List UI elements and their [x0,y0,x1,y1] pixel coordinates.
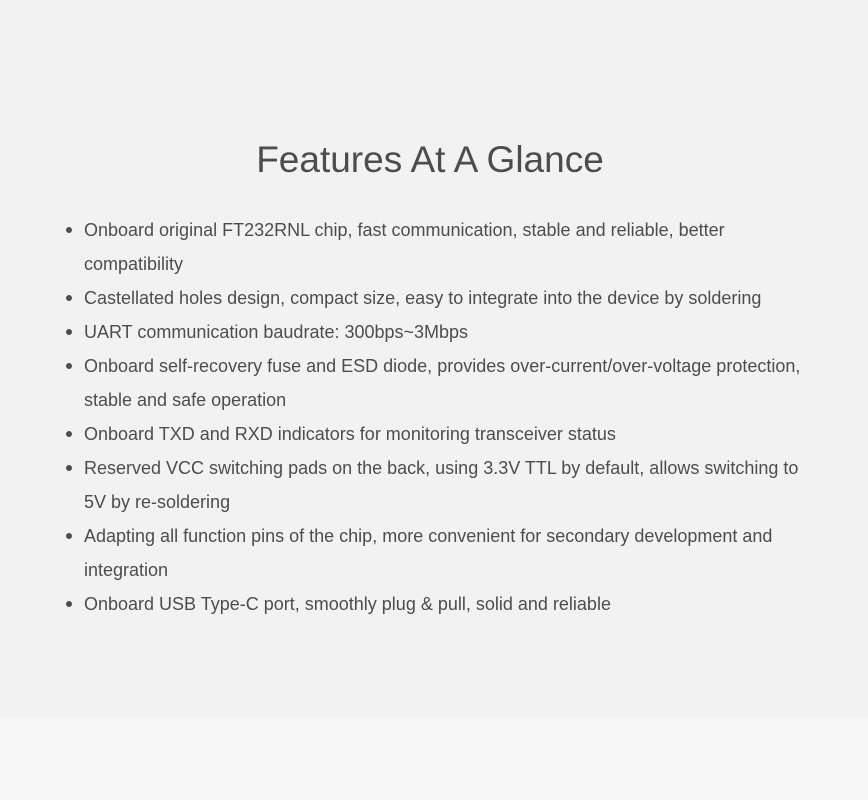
feature-text: UART communication baudrate: 300bps~3Mbps [84,322,469,342]
bullet-icon [66,431,72,437]
feature-item [84,417,824,451]
feature-item [84,587,824,621]
feature-text: Adapting all function pins of the chip, more convenient for secondary development and integration [84,526,773,580]
bullet-icon [66,329,72,335]
bullet-icon [66,533,72,539]
feature-item [84,451,824,519]
feature-text: Onboard original FT232RNL chip, fast communication, stable and reliable, better compatibility [84,220,725,274]
feature-text: Castellated holes design, compact size, easy to integrate into the device by soldering [84,288,762,308]
section-title: Features At A Glance [256,139,604,180]
feature-item [84,519,824,587]
feature-list [84,213,824,621]
feature-item [84,281,824,315]
feature-text: Reserved VCC switching pads on the back, using 3.3V TTL by default, allows switching to 5V by re-soldering [84,458,799,512]
feature-item [84,315,824,349]
feature-text: Onboard TXD and RXD indicators for monitoring transceiver status [84,424,616,444]
bullet-icon [66,227,72,233]
feature-text: Onboard USB Type-C port, smoothly plug & pull, solid and reliable [84,594,611,614]
bottom-band [0,718,868,800]
bullet-icon [66,363,72,369]
feature-text: Onboard self-recovery fuse and ESD diode, provides over-current/over-voltage protection, stable and safe operation [84,356,801,410]
feature-item [84,349,824,417]
bullet-icon [66,601,72,607]
bullet-icon [66,465,72,471]
bullet-icon [66,295,72,301]
feature-item [84,213,824,281]
